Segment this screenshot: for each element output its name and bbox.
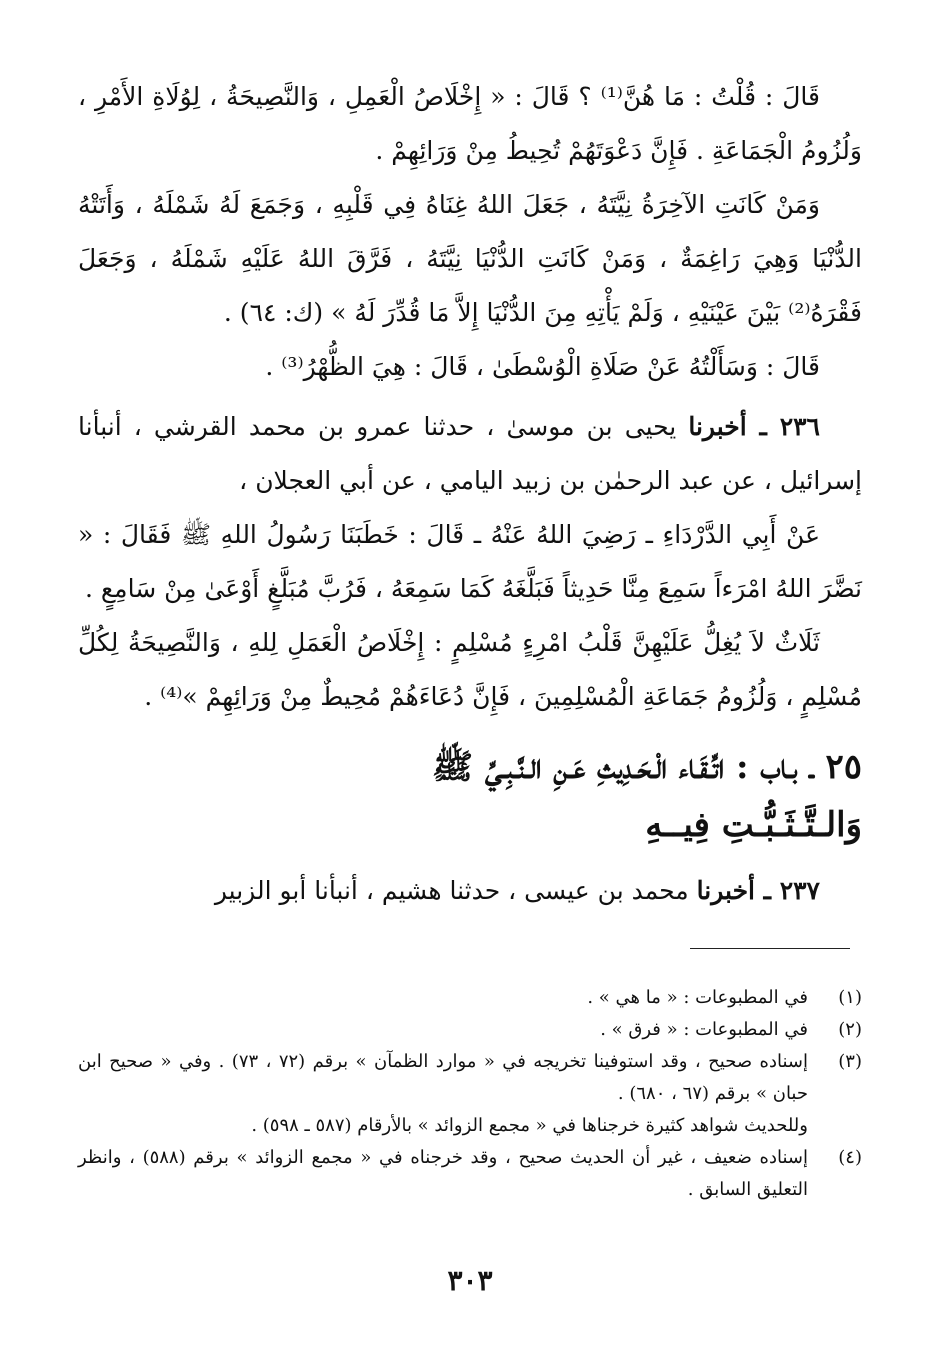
footnote-marker: (٤) xyxy=(838,1147,862,1168)
footnote-marker: (٢) xyxy=(838,1019,862,1040)
footnote-3 xyxy=(78,1046,862,1142)
footnote-marker: (٣) xyxy=(838,1051,862,1072)
paragraph-2: وَمَنْ كَانَتِ الآخِرَةُ نِيَّتَهُ ، جَعَلَ اللهُ غِنَاهُ فِي قَلْبِهِ ، وَجَمَعَ لَهُ شَمْلَهُ ، وَأَتَتْهُ الدُّنْيَا وَهِيَ رَاغِمَةٌ ، وَمَنْ كَانَتِ الدُّنْيَا نِيَّتَهُ ، فَرَّقَ اللهُ عَلَيْهِ شَمْلَهُ ، وَجَعَلَ فَقْرَهُ⁽²⁾ بَيْنَ عَيْنَيْهِ ، وَلَمْ يَأْتِهِ مِنَ الدُّنْيَا إِلاَّ مَا قُدِّرَ لَهُ » (ك: ٦٤) . xyxy=(78,190,862,327)
footnote-line: إسناده ضعيف ، غير أن الحديث صحيح ، وقد خرجناه في « مجمع الزوائد » برقم (٥٨٨) ، وانظر التعليق السابق . xyxy=(78,1147,808,1200)
main-text xyxy=(78,70,862,918)
chapter-heading xyxy=(78,738,862,854)
footnotes xyxy=(78,982,862,1206)
footnote-line: في المطبوعات : « فرق » . xyxy=(600,1019,808,1040)
hadith-236-isnad xyxy=(78,400,862,508)
footnote-body xyxy=(78,1142,808,1206)
footnote-line: وللحديث شواهد كثيرة خرجناها في « مجمع الزوائد » بالأرقام (٥٨٧ ـ ٥٩٨) . xyxy=(251,1115,808,1136)
footnote-body xyxy=(78,982,808,1014)
footnote-2 xyxy=(78,1014,862,1046)
chapter-heading-line-1: ٢٥ ـ بـاب : اتِّـقَـاء الْـحَـدِيثِ عَـنِ الـنَّـبِـيِّ ﷺ xyxy=(432,747,862,787)
chapter-heading-line-2: وَالـتَّـثَـبُّـتِ فِيــهِ xyxy=(645,805,862,845)
hadith-236-matn-1: عَنْ أَبِي الدَّرْدَاءِ ـ رَضِيَ اللهُ عَنْهُ ـ قَالَ : خَطَبَنَا رَسُولُ اللهِ ﷺ فَقَالَ : « نَضَّرَ اللهُ امْرَءاً سَمِعَ مِنَّا حَدِيثاً فَبَلَّغَهُ كَمَا سَمِعَهُ ، فَرُبَّ مُبَلَّغٍ أَوْعَىٰ مِنْ سَامِعٍ . xyxy=(78,520,862,603)
footnote-body xyxy=(78,1014,808,1046)
footnote-1 xyxy=(78,982,862,1014)
hadith-236-number: ٢٣٦ ـ أخبرنا xyxy=(688,412,820,441)
paragraph-1: قَالَ : قُلْتُ : مَا هُنَّ⁽¹⁾ ؟ قَالَ : « إِخْلَاصُ الْعَمِلِ ، وَالنَّصِيحَةُ ، لِوُلَاةِ الأَمْرِ ، وَلُزُومُ الْجَمَاعَةِ . فَإِنَّ دَعْوَتَهُمْ تُحِيطُ مِنْ وَرَائِهِمْ . xyxy=(78,82,862,165)
footnote-line: في المطبوعات : « ما هي » . xyxy=(587,987,808,1008)
hadith-237-number: ٢٣٧ ـ أخبرنا xyxy=(696,876,820,905)
page-number: ٣٠٣ xyxy=(447,1264,493,1297)
footnote-body xyxy=(78,1046,808,1142)
hadith-237-isnad xyxy=(78,864,862,918)
hadith-236-text: يحيى بن موسىٰ ، حدثنا عمرو بن محمد القرشي ، أنبأنا إسرائيل ، عن عبد الرحمٰن بن زبيد اليامي ، عن أبي العجلان ، xyxy=(78,412,862,495)
footnote-4 xyxy=(78,1142,862,1206)
hadith-236-matn-2: ثَلَاثٌ لاَ يُغِلُّ عَلَيْهِنَّ قَلْبُ امْرِءٍ مُسْلِمٍ : إِخْلَاصُ الْعَمَلِ لِلهِ ، وَالنَّصِيحَةُ لِكُلِّ مُسْلِمٍ ، وَلُزُومُ جَمَاعَةِ الْمُسْلِمِينَ ، فَإِنَّ دُعَاءَهُمْ مُحِيطٌ مِنْ وَرَائِهِمْ »⁽⁴⁾ . xyxy=(78,628,862,711)
footnote-marker: (١) xyxy=(838,987,862,1008)
footnote-divider xyxy=(690,948,850,949)
paragraph-3: قَالَ : وَسَأَلْتُهُ عَنْ صَلَاةِ الْوُسْطَىٰ ، قَالَ : هِيَ الظُّهْرُ⁽³⁾ . xyxy=(265,352,820,381)
footnote-line: إسناده صحيح ، وقد استوفينا تخريجه في « موارد الظمآن » برقم (٧٢ ، ٧٣) . وفي « صحيح ابن حبان » برقم (٦٧ ، ٦٨٠) . xyxy=(78,1051,808,1104)
hadith-237-text: محمد بن عيسى ، حدثنا هشيم ، أنبأنا أبو الزبير xyxy=(214,876,697,905)
